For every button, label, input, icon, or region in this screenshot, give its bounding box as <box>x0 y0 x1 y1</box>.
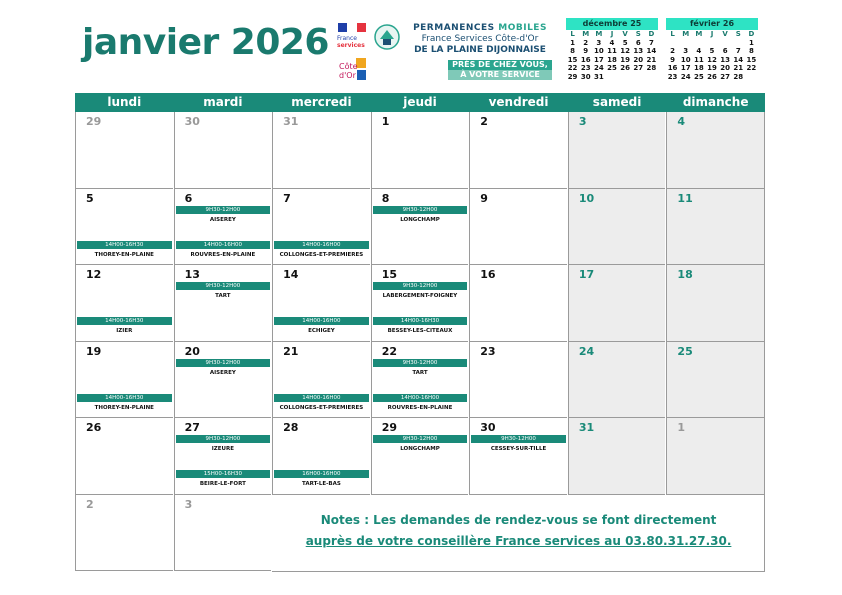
mini-day-label: D <box>748 30 755 38</box>
mini-day: 15 <box>746 55 757 64</box>
day-cell <box>469 112 567 189</box>
day-number: 11 <box>677 191 693 205</box>
mini-day: 29 <box>567 72 578 81</box>
mini-day: 19 <box>620 55 630 64</box>
mini-calendar-title: février 26 <box>666 18 758 30</box>
mini-day: 20 <box>633 55 644 64</box>
svg-text:services: services <box>337 42 365 49</box>
day-number: 28 <box>283 421 299 434</box>
weekday-mardi: mardi <box>203 95 243 109</box>
mini-day: 31 <box>593 72 604 81</box>
mini-day: 7 <box>735 47 741 56</box>
mini-day: 2 <box>583 38 589 47</box>
day-cell <box>469 342 567 419</box>
mini-day: 18 <box>693 64 704 73</box>
slot-time: 9H30-12H00 <box>176 359 271 367</box>
slot-time: 9H30-12H00 <box>373 206 468 214</box>
mini-day <box>705 39 718 48</box>
mini-day-label: J <box>710 30 714 38</box>
day-cell <box>666 265 764 342</box>
slot-place: TART <box>412 369 428 376</box>
day-cell <box>75 112 173 189</box>
mini-day: 16 <box>667 64 678 73</box>
weekday-lundi: lundi <box>107 95 142 109</box>
mini-day: 4 <box>696 47 702 56</box>
slot-time: 14H00-16H00 <box>176 241 271 249</box>
mini-day-label: D <box>648 30 655 38</box>
slot-time: 14H00-16H00 <box>274 394 369 402</box>
day-number: 21 <box>283 344 299 358</box>
day-cell <box>568 189 666 266</box>
slot-time: 14H00-16H00 <box>274 317 369 325</box>
mini-day: 13 <box>720 55 730 64</box>
mini-day: 8 <box>748 47 754 56</box>
weekday-vendredi: vendredi <box>488 95 549 109</box>
mini-day: 4 <box>609 38 615 47</box>
slot-place: TART-LE-BAS <box>302 481 341 487</box>
day-number: 1 <box>381 115 390 128</box>
day-cell <box>174 265 272 342</box>
day-number: 20 <box>184 344 200 358</box>
mini-day: 14 <box>733 55 744 64</box>
day-cell <box>568 342 666 419</box>
slot-time: 9H30-12H00 <box>373 282 468 290</box>
mini-day: 23 <box>667 72 678 81</box>
day-number: 1 <box>677 421 686 434</box>
slot-place: COLLONGES-ET-PREMIERES <box>279 251 364 258</box>
day-number: 8 <box>381 191 390 205</box>
slot-time: 9H30-12H00 <box>176 206 271 214</box>
day-cell <box>75 418 173 495</box>
mini-day: 10 <box>593 47 604 56</box>
slot-place: ROUVRES-EN-PLAINE <box>387 404 453 411</box>
mini-day <box>679 39 692 48</box>
mini-day: 26 <box>620 64 630 73</box>
mini-day <box>645 73 658 82</box>
mini-day: 8 <box>570 47 575 56</box>
mini-day <box>745 73 758 82</box>
day-number: 7 <box>283 191 291 205</box>
mini-day: 17 <box>593 55 604 64</box>
day-cell <box>272 418 370 495</box>
france-services-logo <box>336 22 368 54</box>
mini-day: 5 <box>709 47 715 56</box>
day-number: 30 <box>480 421 496 434</box>
mini-day: 10 <box>680 55 691 64</box>
day-number: 29 <box>381 421 398 434</box>
day-cell <box>371 112 469 189</box>
day-number: 14 <box>283 268 299 281</box>
day-number: 4 <box>677 115 686 128</box>
day-number: 5 <box>86 191 94 205</box>
slot-place: BESSEY-LES-CITEAUX <box>387 328 453 334</box>
mini-day: 28 <box>646 64 657 73</box>
mini-day: 18 <box>607 55 617 64</box>
mini-day <box>719 39 732 48</box>
mini-day: 6 <box>722 47 728 56</box>
day-cell <box>568 112 666 189</box>
slot-place: CESSEY-SUR-TILLE <box>490 446 547 452</box>
mini-day-label: L <box>670 30 675 38</box>
mini-day-label: L <box>570 30 575 38</box>
notes-line2: auprès de votre conseillère France services au 03.80.31.27.30. <box>305 533 732 548</box>
mini-day: 24 <box>593 64 604 73</box>
weekday-samedi: samedi <box>592 95 642 109</box>
mini-day: 22 <box>567 64 578 73</box>
mini-day: 9 <box>583 47 589 56</box>
mini-day: 3 <box>683 47 689 56</box>
notes-line1: Notes : Les demandes de rendez-vous se font directement <box>320 512 717 527</box>
day-cell <box>272 189 370 266</box>
calendar-grid <box>75 112 765 572</box>
mini-day: 23 <box>580 64 591 73</box>
day-number: 27 <box>184 421 200 434</box>
svg-text:France: France <box>337 35 357 42</box>
mini-day <box>692 39 705 48</box>
calendar <box>75 93 765 572</box>
mini-day-label: S <box>635 30 641 38</box>
mini-day <box>732 39 745 48</box>
mini-day: 25 <box>693 72 704 81</box>
slot-place: ROUVRES-EN-PLAINE <box>190 251 256 258</box>
mini-day: 16 <box>580 55 591 64</box>
day-cell <box>568 418 666 495</box>
mini-day <box>619 73 632 82</box>
slot-time: 9H30-12H00 <box>176 282 271 290</box>
mini-day: 12 <box>620 47 630 56</box>
day-cell <box>75 342 173 419</box>
mini-day: 21 <box>646 55 657 64</box>
mini-day: 11 <box>607 47 617 56</box>
mini-day: 15 <box>567 55 578 64</box>
slot-time: 15H00-16H30 <box>176 470 271 478</box>
mini-day <box>666 39 679 48</box>
mini-day-label: J <box>610 30 614 38</box>
slot-place: LABERGEMENT-FOIGNEY <box>382 293 458 299</box>
day-cell <box>174 418 272 495</box>
day-cell <box>666 342 764 419</box>
slot-time: 14H00-16H30 <box>77 317 172 325</box>
day-cell <box>371 189 469 266</box>
day-cell <box>371 265 469 342</box>
day-cell <box>469 265 567 342</box>
mini-day: 13 <box>633 47 644 56</box>
mini-day-label: M <box>682 30 690 38</box>
svg-text:d'Or: d'Or <box>339 71 356 80</box>
mini-day: 27 <box>633 64 644 73</box>
mini-day-label: V <box>722 30 728 38</box>
slot-place: LONGCHAMP <box>400 216 440 223</box>
mini-day-label: M <box>582 30 590 38</box>
day-cell <box>174 189 272 266</box>
slot-place: IZIER <box>116 328 133 334</box>
slot-place: AISEREY <box>209 216 236 223</box>
slot-time: 14H00-16H00 <box>373 394 468 402</box>
day-number: 26 <box>86 421 102 434</box>
mini-day: 30 <box>580 72 591 81</box>
day-number: 29 <box>86 115 102 128</box>
slot-place: AISEREY <box>209 369 236 376</box>
day-number: 15 <box>381 268 398 281</box>
cote-dor-logo <box>338 58 368 88</box>
day-cell <box>371 418 469 495</box>
weekday-dimanche: dimanche <box>682 95 749 109</box>
slot-place: COLLONGES-ET-PREMIERES <box>279 404 364 411</box>
day-cell <box>666 418 764 495</box>
day-number: 10 <box>578 191 595 205</box>
mini-day: 7 <box>648 38 654 47</box>
mini-day-label: S <box>735 30 741 38</box>
day-cell <box>75 265 173 342</box>
permanences-title: PERMANENCES MOBILES France Services Côte-d'Or DE LA PLAINE DIJONNAISE <box>413 23 547 55</box>
slot-time: 9H30-12H00 <box>176 435 271 443</box>
mini-day: 20 <box>720 64 730 73</box>
mini-day: 9 <box>670 55 675 64</box>
weekday-jeudi: jeudi <box>403 95 437 109</box>
day-cell <box>174 112 272 189</box>
slot-time: 9H30-12H00 <box>471 435 566 443</box>
day-cell <box>272 112 370 189</box>
slot-place: LONGCHAMP <box>400 446 440 452</box>
notes <box>272 495 765 572</box>
mini-day <box>605 73 618 82</box>
mini-day: 5 <box>622 38 628 47</box>
day-number: 22 <box>381 344 398 358</box>
mini-calendar-february <box>666 18 758 82</box>
mini-day: 11 <box>693 55 704 64</box>
permanences-badge-icon <box>374 24 400 50</box>
day-cell <box>174 495 272 572</box>
mini-calendar-title: décembre 25 <box>566 18 658 30</box>
mini-day: 19 <box>707 64 717 73</box>
day-number: 12 <box>86 268 102 281</box>
mini-day: 22 <box>746 64 757 73</box>
mini-day: 1 <box>570 38 575 47</box>
day-cell <box>75 189 173 266</box>
mini-day: 25 <box>607 64 617 73</box>
slot-place: TART <box>215 293 231 299</box>
day-cell <box>174 342 272 419</box>
mini-day: 24 <box>680 72 691 81</box>
day-cell <box>272 342 370 419</box>
mini-day: 26 <box>707 72 717 81</box>
slot-time: 16H00-16H00 <box>274 470 369 478</box>
mini-day-label: V <box>622 30 628 38</box>
mini-day: 6 <box>635 38 641 47</box>
mini-day: 2 <box>670 47 675 56</box>
day-cell <box>75 495 173 572</box>
day-cell <box>666 189 764 266</box>
slot-place: IZEURE <box>211 446 234 452</box>
slot-time: 9H30-12H00 <box>373 435 468 443</box>
day-number: 31 <box>283 115 299 128</box>
day-number: 9 <box>480 191 488 205</box>
day-number: 2 <box>86 497 94 511</box>
mini-day: 12 <box>707 55 717 64</box>
slot-time: 14H00-16H30 <box>77 241 172 249</box>
day-number: 16 <box>480 268 496 281</box>
slot-time: 14H00-16H30 <box>77 394 172 402</box>
page-title: janvier 2026 <box>82 22 329 63</box>
day-number: 25 <box>677 344 693 358</box>
day-number: 24 <box>578 344 595 358</box>
day-cell <box>272 265 370 342</box>
day-number: 23 <box>480 344 496 358</box>
slot-time: 14H00-16H30 <box>373 317 468 325</box>
mini-day: 21 <box>733 64 744 73</box>
slot-time: 14H00-16H00 <box>274 241 369 249</box>
day-cell <box>666 112 764 189</box>
mini-day: 1 <box>748 38 754 47</box>
slot-place: BEIRE-LE-FORT <box>199 481 246 487</box>
day-number: 3 <box>184 497 193 511</box>
weekday-mercredi: mercredi <box>291 95 352 109</box>
day-number: 30 <box>184 115 200 128</box>
slot-place: THOREY-EN-PLAINE <box>94 404 154 411</box>
mini-day: 14 <box>646 47 657 56</box>
weekday-header <box>75 93 765 112</box>
day-number: 6 <box>184 191 193 205</box>
mini-day: 28 <box>733 72 744 81</box>
slot-place: ECHIGEY <box>308 328 335 334</box>
mini-day: 17 <box>680 64 691 73</box>
slogan: PRÈS DE CHEZ VOUS, À VOTRE SERVICE <box>448 60 552 80</box>
day-cell <box>568 265 666 342</box>
mini-day <box>632 73 645 82</box>
day-number: 31 <box>578 421 595 434</box>
mini-day: 3 <box>596 38 602 47</box>
day-cell <box>371 342 469 419</box>
mini-day: 27 <box>720 72 730 81</box>
day-number: 17 <box>578 268 595 281</box>
slot-time: 9H30-12H00 <box>373 359 468 367</box>
mini-day-label: M <box>595 30 603 38</box>
day-cell <box>469 189 567 266</box>
day-cell <box>469 418 567 495</box>
day-number: 3 <box>578 115 587 128</box>
mini-day-label: M <box>695 30 703 38</box>
day-number: 19 <box>86 344 102 358</box>
day-number: 18 <box>677 268 693 281</box>
day-number: 2 <box>480 115 488 128</box>
mini-calendar-december <box>566 18 658 82</box>
slot-place: THOREY-EN-PLAINE <box>94 251 154 258</box>
day-number: 13 <box>184 268 200 281</box>
svg-text:Côte: Côte <box>339 62 358 71</box>
